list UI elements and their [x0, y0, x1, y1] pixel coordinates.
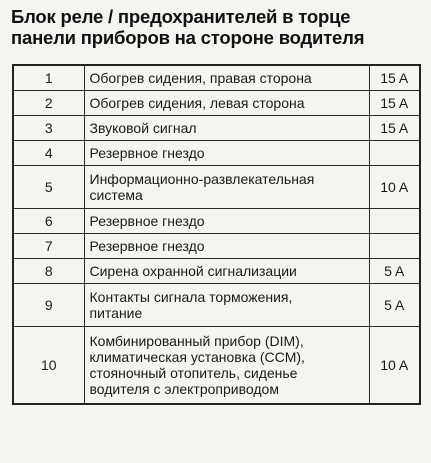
table-row [13, 234, 420, 259]
fuse-amperage: 5 A [369, 259, 420, 284]
description-line: стояночный отопитель, сиденье [89, 365, 298, 381]
description-line: климатическая установка (CCM), [89, 349, 305, 365]
fuse-number: 8 [13, 259, 84, 284]
description-line: система [89, 187, 143, 203]
table-row [13, 259, 420, 284]
fuse-number: 6 [13, 209, 84, 234]
description-line: Комбинированный прибор (DIM), [89, 333, 304, 349]
fuse-description [84, 284, 369, 327]
fuse-description [84, 259, 369, 284]
fuse-number: 2 [13, 91, 84, 116]
table-row [13, 65, 420, 91]
page-title [11, 6, 426, 48]
description-line: Информационно-развлекательная [89, 171, 315, 187]
description-line: питание [89, 305, 143, 321]
fuse-description [84, 209, 369, 234]
description-line: Обогрев сидения, правая сторона [89, 70, 312, 86]
description-line: Резервное гнездо [89, 145, 205, 161]
fuse-amperage [369, 234, 420, 259]
fuse-amperage: 10 A [369, 327, 420, 405]
fuse-number: 9 [13, 284, 84, 327]
table-row [13, 91, 420, 116]
fuse-description [84, 141, 369, 166]
table-row [13, 116, 420, 141]
fuse-amperage: 5 A [369, 284, 420, 327]
fuse-number: 4 [13, 141, 84, 166]
fuse-amperage: 15 A [369, 65, 420, 91]
description-line: Обогрев сидения, левая сторона [89, 95, 305, 111]
fuse-description [84, 166, 369, 209]
fuse-number: 7 [13, 234, 84, 259]
fuse-description [84, 91, 369, 116]
description-line: Резервное гнездо [89, 238, 205, 254]
title-line-2: панели приборов на стороне водителя [11, 27, 365, 48]
description-line: Сирена охранной сигнализации [89, 263, 297, 279]
table-row [13, 284, 420, 327]
table-row [13, 209, 420, 234]
table-row [13, 327, 420, 405]
description-line: Контакты сигнала торможения, [89, 289, 293, 305]
table-row [13, 166, 420, 209]
table-row [13, 141, 420, 166]
fuse-table [12, 64, 421, 405]
description-line: водителя с электроприводом [89, 381, 279, 397]
fuse-description [84, 327, 369, 405]
description-line: Резервное гнездо [89, 213, 205, 229]
fuse-number: 10 [13, 327, 84, 405]
fuse-amperage [369, 209, 420, 234]
fuse-description [84, 65, 369, 91]
fuse-amperage: 15 A [369, 116, 420, 141]
fuse-amperage [369, 141, 420, 166]
fuse-number: 1 [13, 65, 84, 91]
fuse-description [84, 116, 369, 141]
description-line: Звуковой сигнал [89, 120, 197, 136]
fuse-amperage: 10 A [369, 166, 420, 209]
title-line-1: Блок реле / предохранителей в торце [11, 6, 351, 27]
fuse-amperage: 15 A [369, 91, 420, 116]
fuse-description [84, 234, 369, 259]
fuse-number: 3 [13, 116, 84, 141]
fuse-number: 5 [13, 166, 84, 209]
